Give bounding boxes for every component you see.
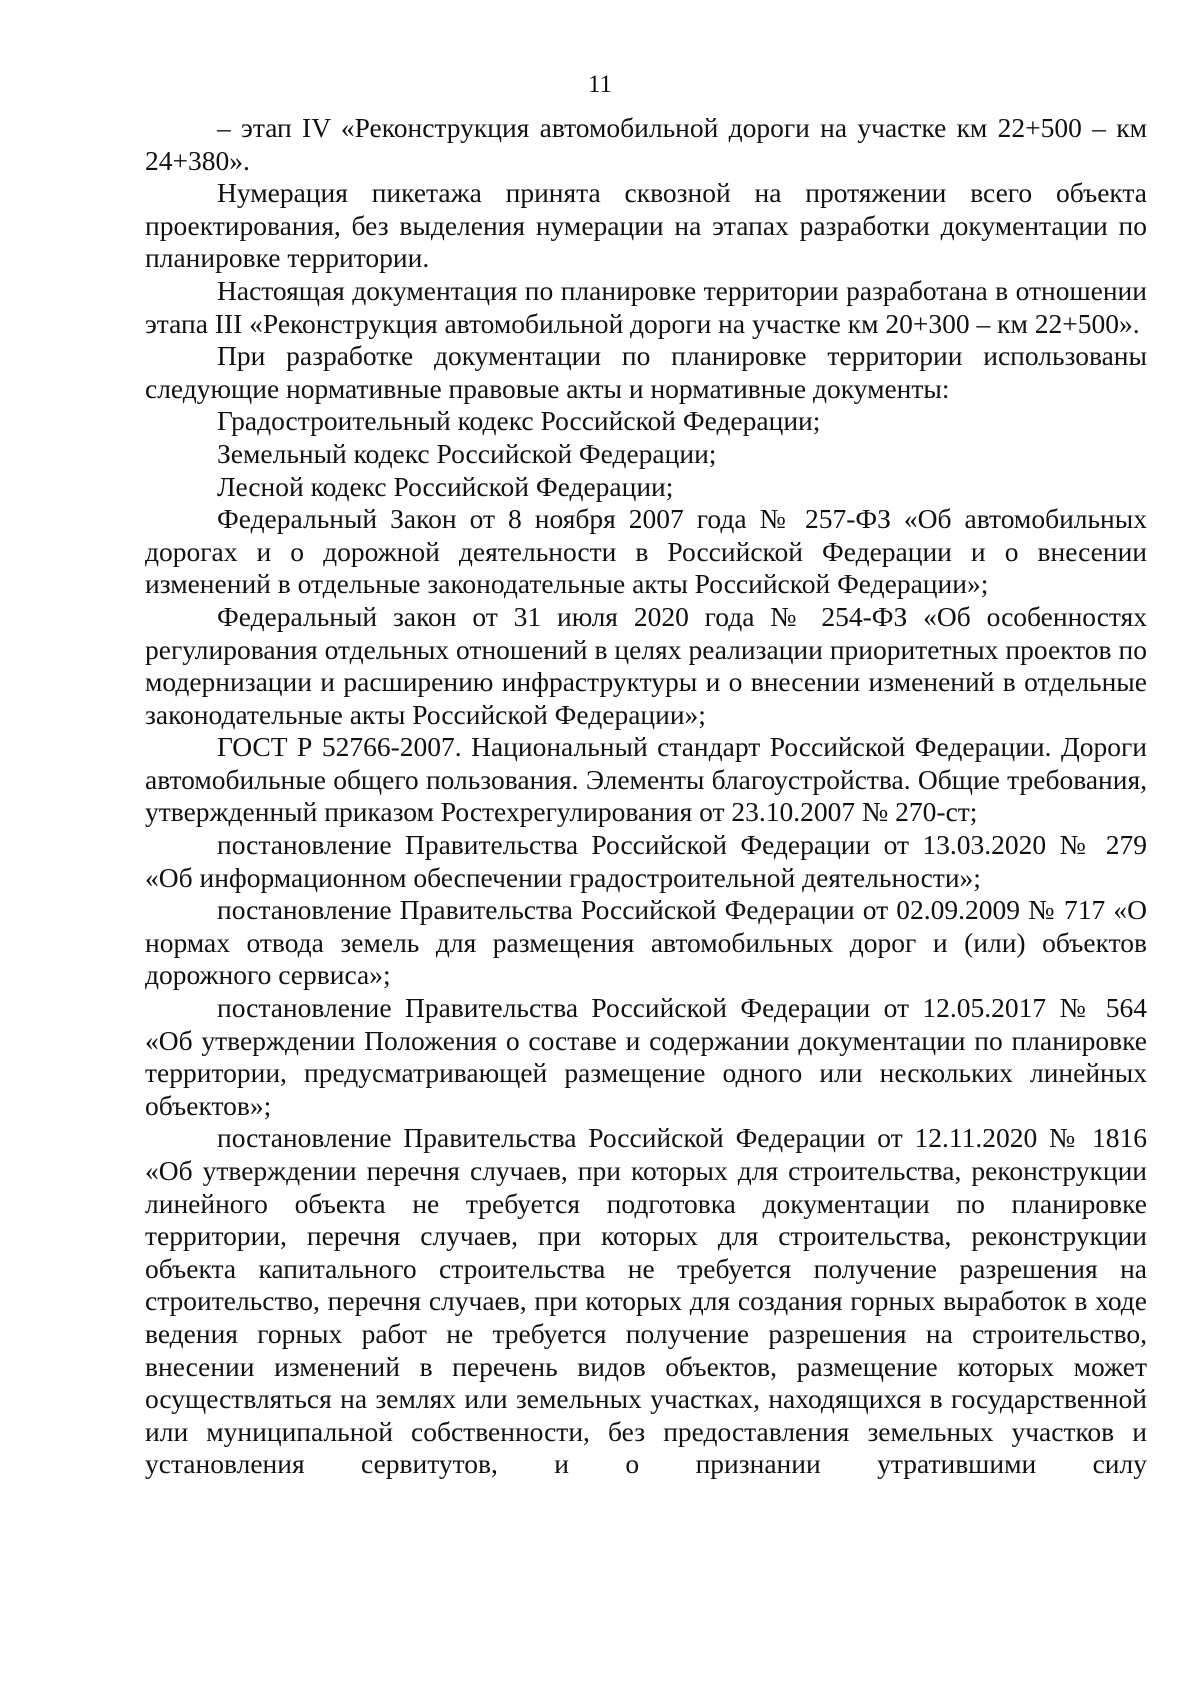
paragraph-forest-code: Лесной кодекс Российской Федерации; [217, 470, 674, 502]
paragraph-stage-iii: Настоящая документация по планировке территории разработана в отношении этапа III «Реконструкция автомобильной дороги на участке км 20+300 – км 22+500». [145, 274, 1147, 339]
document-body [145, 112, 1147, 1481]
page-number: 11 [587, 71, 613, 98]
paragraph-stage-iv: – этап IV «Реконструкция автомобильной дороги на участке км 22+500 – км 24+380». [145, 112, 1147, 176]
paragraph-picket-numbering: Нумерация пикетажа принята сквозной на протяжении всего объекта проектирования, без выделения нумерации на этапах разработки документации по планировке территории. [145, 177, 1147, 274]
paragraph-federal-law-257: Федеральный Закон от 8 ноября 2007 года № 257-ФЗ «Об автомобильных дорогах и о дорожной деятельности в Российской Федерации и о внесении изменений в отдельные законодательные акты Российской Федерации»; [145, 503, 1147, 600]
paragraph-land-code: Земельный кодекс Российской Федерации; [217, 437, 717, 469]
paragraph-federal-law-254: Федеральный закон от 31 июля 2020 года № 254-ФЗ «Об особенностях регулирования отдельных отношений в целях реализации приоритетных проектов по модернизации и расширению инфраструктуры и о внесении изменений в отдельные законодательные акты Российской Федерации»; [145, 600, 1147, 730]
paragraph-decree-717: постановление Правительства Российской Федерации от 02.09.2009 № 717 «О нормах отвода земель для размещения автомобильных дорог и (или) объектов дорожного сервиса»; [145, 894, 1147, 991]
paragraph-decree-279: постановление Правительства Российской Федерации от 13.03.2020 № 279 «Об информационном обеспечении градостроительной деятельности»; [145, 829, 1147, 893]
paragraph-decree-564: постановление Правительства Российской Федерации от 12.05.2017 № 564 «Об утверждении Положения о составе и содержании документации по планировке территории, предусматривающей размещение одного или нескольких линейных объектов»; [145, 992, 1147, 1121]
paragraph-urban-code: Градостроительный кодекс Российской Федерации; [217, 405, 821, 437]
paragraph-normative-intro: При разработке документации по планировке территории использованы следующие нормативные правовые акты и нормативные документы: [145, 340, 1147, 404]
paragraph-gost-52766: ГОСТ Р 52766-2007. Национальный стандарт Российской Федерации. Дороги автомобильные общего пользования. Элементы благоустройства. Общие требования, утвержденный приказом Ростехрегулирования от 23.10.2007 № 270-ст; [145, 731, 1147, 828]
paragraph-decree-1816: постановление Правительства Российской Федерации от 12.11.2020 № 1816 «Об утверждении перечня случаев, при которых для строительства, реконструкции линейного объекта не требуется подготовка документации по планировке территории, перечня случаев, при которых для строительства, реконструкции объекта капитального строительства не требуется получение разрешения на строительство, перечня случаев, при которых для создания горных выработок в ходе ведения горных работ не требуется получение разрешения на строительство, внесении изменений в перечень видов объектов, размещение которых может осуществляться на землях или земельных участках, находящихся в государственной или муниципальной собственности, без предоставления земельных участков и установления сервитутов, и о признании утратившими силу [145, 1122, 1147, 1480]
